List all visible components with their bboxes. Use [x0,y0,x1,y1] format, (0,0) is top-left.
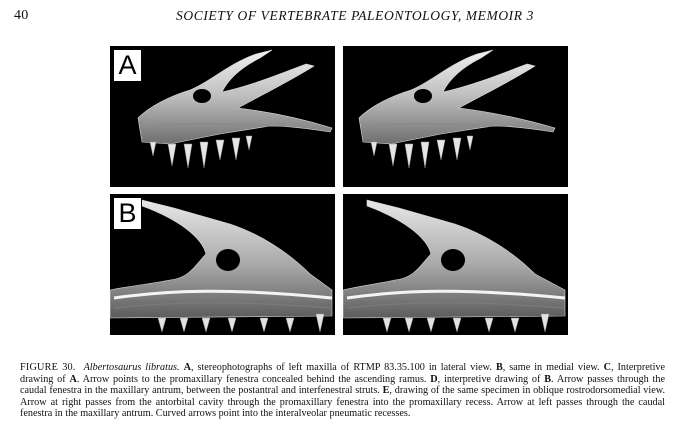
panel-a-right-photo [343,46,568,187]
figure-plate [110,46,580,352]
caption-label: FIGURE 30. [20,362,76,373]
panel-b-left-photo [110,194,335,335]
maxilla-lateral-photo-stereo [343,46,568,187]
running-head: SOCIETY OF VERTEBRATE PALEONTOLOGY, MEMOIR 3 [176,8,534,23]
caption-panel-ref: B [544,373,552,385]
caption-text-segment: , Interpretive drawing of [20,362,666,385]
caption-panel-ref: A [183,362,191,373]
caption-text-segment: , same in medial view. [502,362,604,373]
maxilla-lateral-photo [110,46,335,187]
panel-b-right-photo [343,194,568,335]
caption-text-segment: , interpretive drawing of [437,373,545,385]
caption-text-segment: . Arrow passes through the caudal fenestra in the maxillary antrum, between the postantral and interfenestral struts. [20,373,665,397]
caption-panel-ref: A [69,373,77,385]
caption-taxon: Albertosaurus libratus. [83,362,180,373]
figure-caption [20,362,665,420]
caption-text-segment: . Arrow points to the promaxillary fenestra concealed behind the ascending ramus. [76,373,431,385]
caption-panel-ref: E [382,385,390,397]
page-number: 40 [14,8,29,23]
panel-label-a: A [113,49,142,82]
caption-text-segment: , drawing of the same specimen in oblique rostrodorsomedial view. Arrow at right passes from the antorbital cavity through the promaxillary fenestra into the promaxillary recess. Arrow at left passes through the caudal fenestra in the maxillary antrum. Curved arrows point into the interalveolar pneumatic recesses. [20,385,665,420]
panel-a-left-photo [110,46,335,187]
panel-label-b: B [113,197,142,230]
maxilla-medial-photo [110,194,335,335]
caption-panel-ref: C [603,362,611,373]
caption-panel-ref: B [495,362,503,373]
maxilla-medial-photo-stereo [343,194,568,335]
caption-panel-ref: D [430,373,438,385]
caption-text-segment: , stereophotographs of left maxilla of RTMP 83.35.100 in lateral view. [190,362,496,373]
